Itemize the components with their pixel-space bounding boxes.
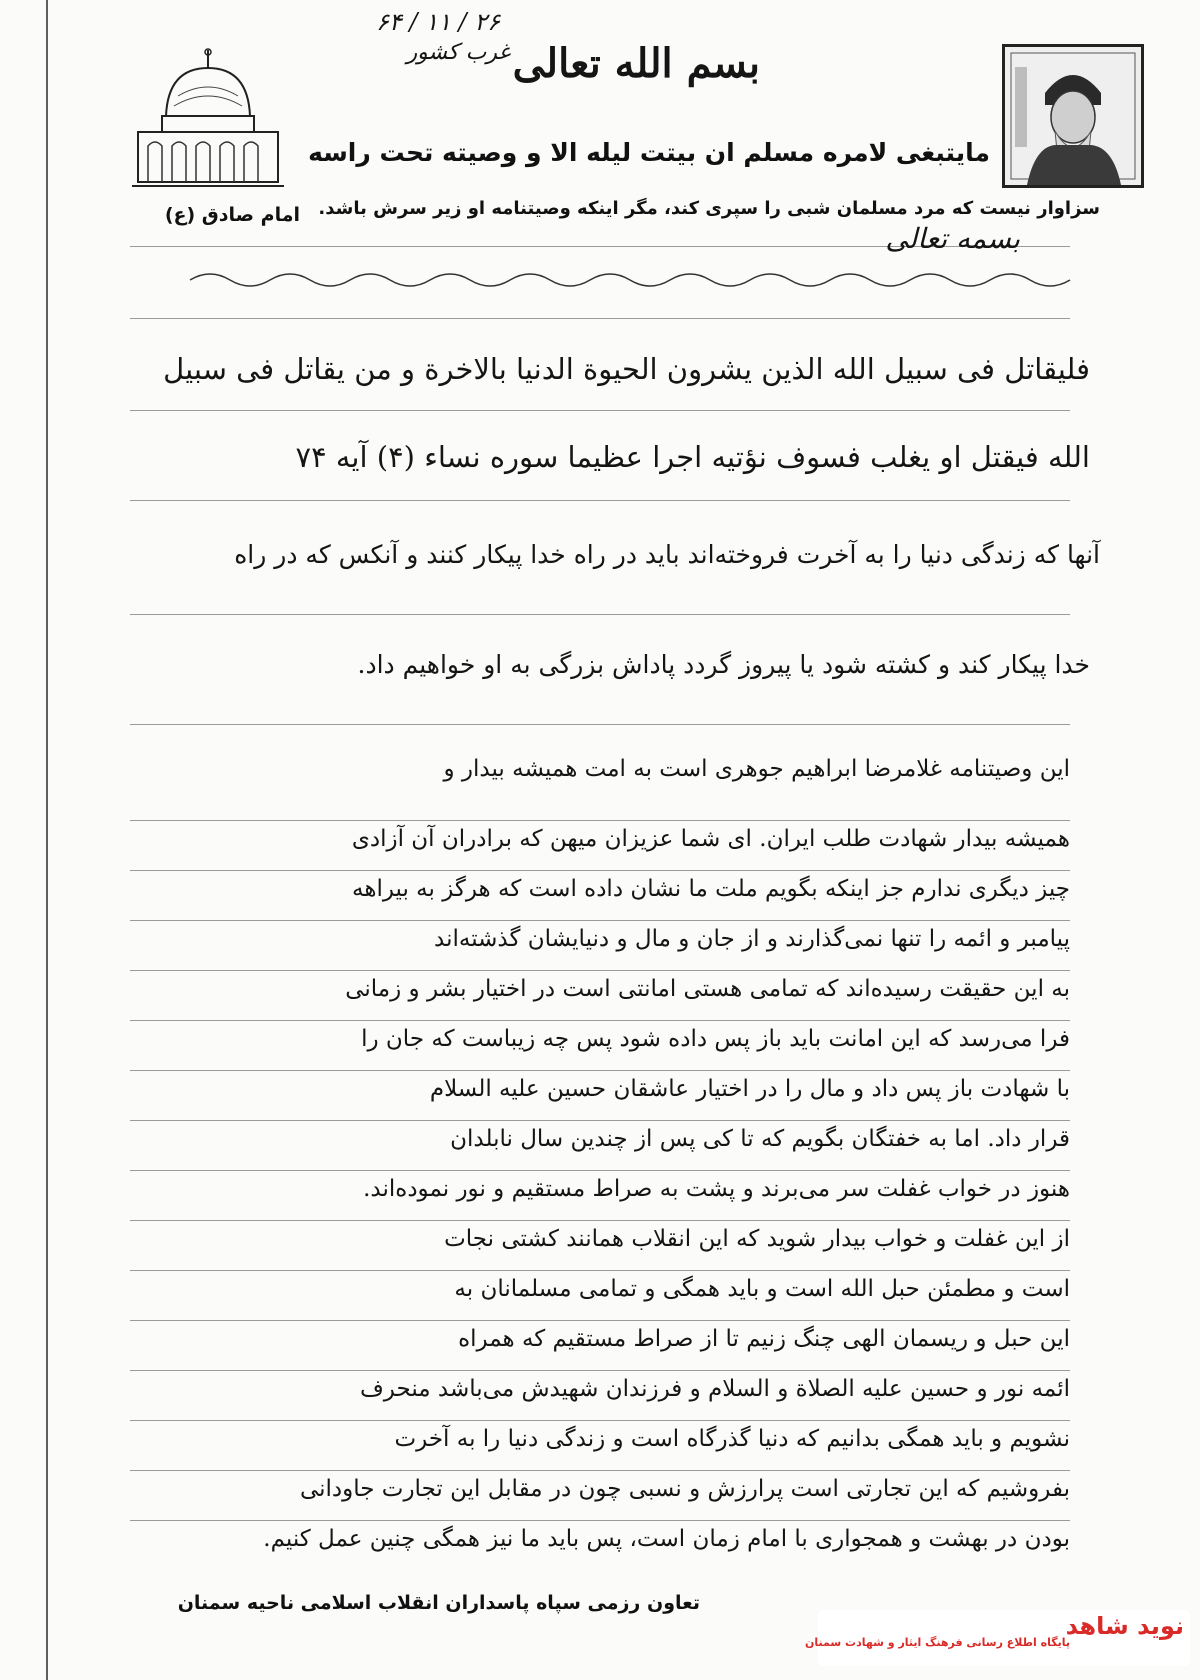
will-line: بفروشیم که این تجارتی است پرارزش و نسبی چون در مقابل این تجارت جاودانی	[299, 1476, 1070, 1502]
ruled-line	[130, 1070, 1070, 1071]
footer-stamp: تعاون رزمی سپاه پاسداران انقلاب اسلامی ناحیه سمنان	[177, 1592, 700, 1614]
ruled-line	[130, 870, 1070, 871]
ruled-line	[130, 614, 1070, 615]
hadith-persian: سزاوار نیست که مرد مسلمان شبی را سپری کند، مگر اینکه وصیتنامه او زیر سرش باشد.	[318, 198, 1100, 219]
ruled-line	[130, 410, 1070, 411]
date-note: ۲۶ / ۱۱ / ۶۴	[375, 8, 500, 36]
ruled-line	[130, 820, 1070, 821]
top-note: غرب کشور	[406, 40, 510, 65]
verse-line-1: فلیقاتل فی سبیل الله الذین یشرون الحیوة الدنیا بالاخرة و من یقاتل فی سبیل	[163, 352, 1090, 386]
ruled-line	[130, 1320, 1070, 1321]
ruled-line	[130, 1220, 1070, 1221]
will-line: هنوز در خواب غفلت سر می‌برند و پشت به صراط مستقیم و نور نموده‌اند.	[363, 1176, 1070, 1202]
ruled-line	[130, 1120, 1070, 1121]
left-margin-line	[46, 0, 48, 1680]
verse-line-2: الله فیقتل او یغلب فسوف نؤتیه اجرا عظیما سوره نساء (۴) آیه ۷۴	[295, 440, 1090, 474]
translation-line-2: خدا پیکار کند و کشته شود یا پیروز گردد پاداش بزرگی به او خواهیم داد.	[357, 650, 1090, 679]
ruled-line	[130, 318, 1070, 319]
logo-big-text: نوید شاهد	[1065, 1612, 1184, 1640]
will-line: با شهادت باز پس داد و مال را در اختیار عاشقان حسین علیه السلام	[429, 1076, 1070, 1102]
will-line: به این حقیقت رسیده‌اند که تمامی هستی امانتی است در اختیار بشر و زمانی	[345, 976, 1070, 1002]
ruled-line	[130, 1420, 1070, 1421]
ruled-line	[130, 1020, 1070, 1021]
ruled-line	[130, 1520, 1070, 1521]
ruled-line	[130, 1370, 1070, 1371]
scribble-line	[190, 258, 1070, 298]
will-line: پیامبر و ائمه را تنها نمی‌گذارند و از جان و مال و دنیایشان گذشته‌اند	[434, 926, 1070, 952]
will-line: قرار داد. اما به خفتگان بگویم که تا کی پس از چندین سال نابلدان	[450, 1126, 1070, 1152]
will-line: چیز دیگری ندارم جز اینکه بگویم ملت ما نشان داده است که هرگز به بیراهه	[351, 876, 1070, 902]
will-line: همیشه بیدار شهادت طلب ایران. ای شما عزیزان میهن که برادران آن آزادی	[351, 826, 1070, 852]
will-line: فرا می‌رسد که این امانت باید باز پس داده شود پس چه زیباست که جان را	[361, 1026, 1070, 1052]
portrait-photo	[1002, 44, 1144, 188]
ruled-line	[130, 920, 1070, 921]
second-basmala: بسمه تعالی	[885, 222, 1020, 255]
hadith-arabic: مایتبغی لامره مسلم ان بیتت لیله الا و وصیته تحت راسه	[308, 138, 990, 167]
will-line: نشویم و باید همگی بدانیم که دنیا گذرگاه است و زندگی دنیا را به آخرت	[394, 1426, 1070, 1452]
will-line: ائمه نور و حسین علیه الصلاة و السلام و فرزندان شهیدش می‌باشد منحرف	[359, 1376, 1070, 1402]
ruled-line	[130, 724, 1070, 725]
ruled-line	[130, 500, 1070, 501]
logo-small-text: پایگاه اطلاع رسانی فرهنگ ایثار و شهادت سمنان	[805, 1636, 1070, 1649]
will-line: است و مطمئن حبل الله است و باید همگی و تمامی مسلمانان به	[454, 1276, 1070, 1302]
navid-shahed-logo	[805, 1602, 1190, 1672]
dome-of-the-rock-icon	[128, 46, 288, 196]
will-line: از این غفلت و خواب بیدار شوید که این انقلاب همانند کشتی نجات	[444, 1226, 1070, 1252]
ruled-line	[130, 1470, 1070, 1471]
hadith-source: امام صادق (ع)	[164, 204, 300, 226]
will-line: این حبل و ریسمان الهی چنگ زنیم تا از صراط مستقیم که همراه	[458, 1326, 1070, 1352]
will-line: بودن در بهشت و همجواری با امام زمان است، پس باید ما نیز همگی چنین عمل کنیم.	[263, 1526, 1070, 1552]
basmala-calligraphy: بسم الله تعالی	[512, 40, 760, 87]
translation-line-1: آنها که زندگی دنیا را به آخرت فروخته‌اند باید در راه خدا پیکار کنند و آنکس که در راه	[234, 540, 1100, 569]
ruled-line	[130, 1170, 1070, 1171]
ruled-line	[130, 970, 1070, 971]
will-line: این وصیتنامه غلامرضا ابراهیم جوهری است به امت همیشه بیدار و	[443, 756, 1070, 782]
ruled-line	[130, 1270, 1070, 1271]
